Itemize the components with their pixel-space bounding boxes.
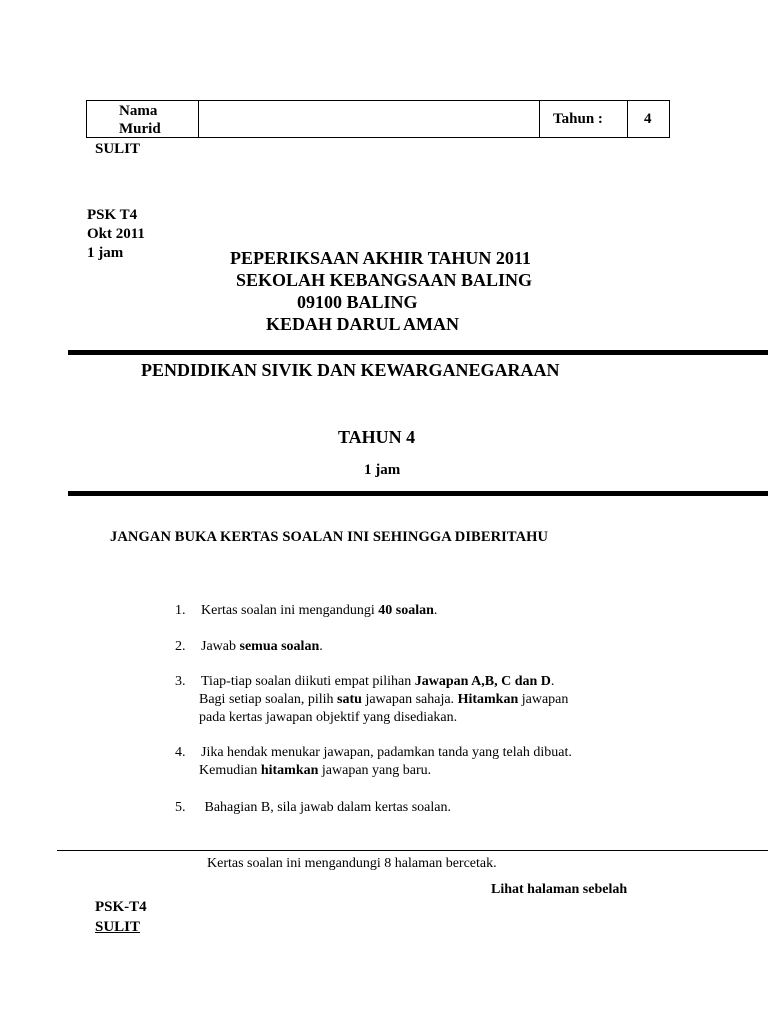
year-label: Tahun :	[553, 110, 603, 127]
sulit-bottom-label: SULIT	[95, 919, 141, 935]
instruction-4	[175, 744, 695, 780]
divider-top	[68, 350, 768, 355]
instruction-text: pada kertas jawapan objektif yang disediakan.	[199, 710, 458, 725]
instruction-text: .	[550, 674, 555, 689]
instruction-text: jawapan yang baru.	[318, 763, 432, 778]
warning-notice: JANGAN BUKA KERTAS SOALAN INI SEHINGGA DIBERITAHU	[110, 529, 549, 545]
see-next-page: Lihat halaman sebelah	[491, 882, 628, 897]
year-value-cell	[628, 101, 669, 137]
instruction-bold: 40 soalan	[378, 603, 434, 618]
name-field[interactable]	[199, 101, 540, 137]
page-count-note: Kertas soalan ini mengandungi 8 halaman bercetak.	[207, 856, 497, 871]
exam-title: PEPERIKSAAN AKHIR TAHUN 2011	[230, 248, 531, 268]
instruction-number: 3.	[175, 674, 186, 689]
instruction-text: Jawab	[201, 639, 240, 654]
year-heading: TAHUN 4	[338, 427, 416, 447]
exam-duration: 1 jam	[87, 245, 124, 261]
instruction-5	[175, 799, 695, 817]
instruction-text: Jika hendak menukar jawapan, padamkan tanda yang telah dibuat.	[201, 745, 572, 760]
instruction-text: .	[319, 639, 323, 654]
instruction-text: Bagi setiap soalan, pilih	[199, 692, 338, 707]
school-postcode: 09100 BALING	[297, 292, 418, 312]
exam-meta	[87, 206, 145, 263]
student-info-table	[86, 100, 670, 138]
exam-code: PSK T4	[87, 207, 138, 223]
instruction-1	[175, 602, 695, 620]
instruction-bold: semua soalan	[239, 639, 320, 654]
instruction-text: jawapan sahaja.	[361, 692, 458, 707]
year-value: 4	[644, 110, 652, 127]
instruction-number: 5.	[175, 800, 186, 815]
name-label-line1: Nama	[119, 103, 158, 119]
subject-title: PENDIDIKAN SIVIK DAN KEWARGANEGARAAN	[141, 360, 560, 380]
instruction-text: Kertas soalan ini mengandungi	[201, 603, 379, 618]
exam-code-footer: PSK-T4	[95, 899, 147, 915]
instruction-bold: Jawapan A,B, C dan D	[414, 674, 551, 689]
school-name: SEKOLAH KEBANGSAAN BALING	[236, 270, 533, 290]
exam-date: Okt 2011	[87, 226, 145, 242]
instruction-bold: hitamkan	[260, 763, 319, 778]
school-state: KEDAH DARUL AMAN	[266, 314, 460, 334]
instruction-bold: Hitamkan	[457, 692, 519, 707]
instruction-bold: satu	[337, 692, 362, 707]
instruction-number: 2.	[175, 639, 186, 654]
instruction-text: Kemudian	[199, 763, 261, 778]
time-allowed: 1 jam	[364, 462, 401, 478]
instruction-text: Bahagian B, sila jawab dalam kertas soalan.	[201, 800, 451, 815]
year-label-cell	[540, 101, 628, 137]
instruction-3	[175, 673, 695, 727]
instruction-2	[175, 638, 695, 656]
sulit-top-label: SULIT	[95, 141, 141, 157]
instruction-text: Tiap-tiap soalan diikuti empat pilihan	[201, 674, 415, 689]
name-label-cell	[87, 101, 199, 137]
name-label-line2: Murid	[119, 121, 161, 137]
instruction-number: 4.	[175, 745, 186, 760]
instruction-text: .	[433, 603, 438, 618]
instruction-number: 1.	[175, 603, 186, 618]
divider-bottom	[68, 491, 768, 496]
footer-divider	[57, 850, 768, 851]
instruction-text: jawapan	[518, 692, 569, 707]
